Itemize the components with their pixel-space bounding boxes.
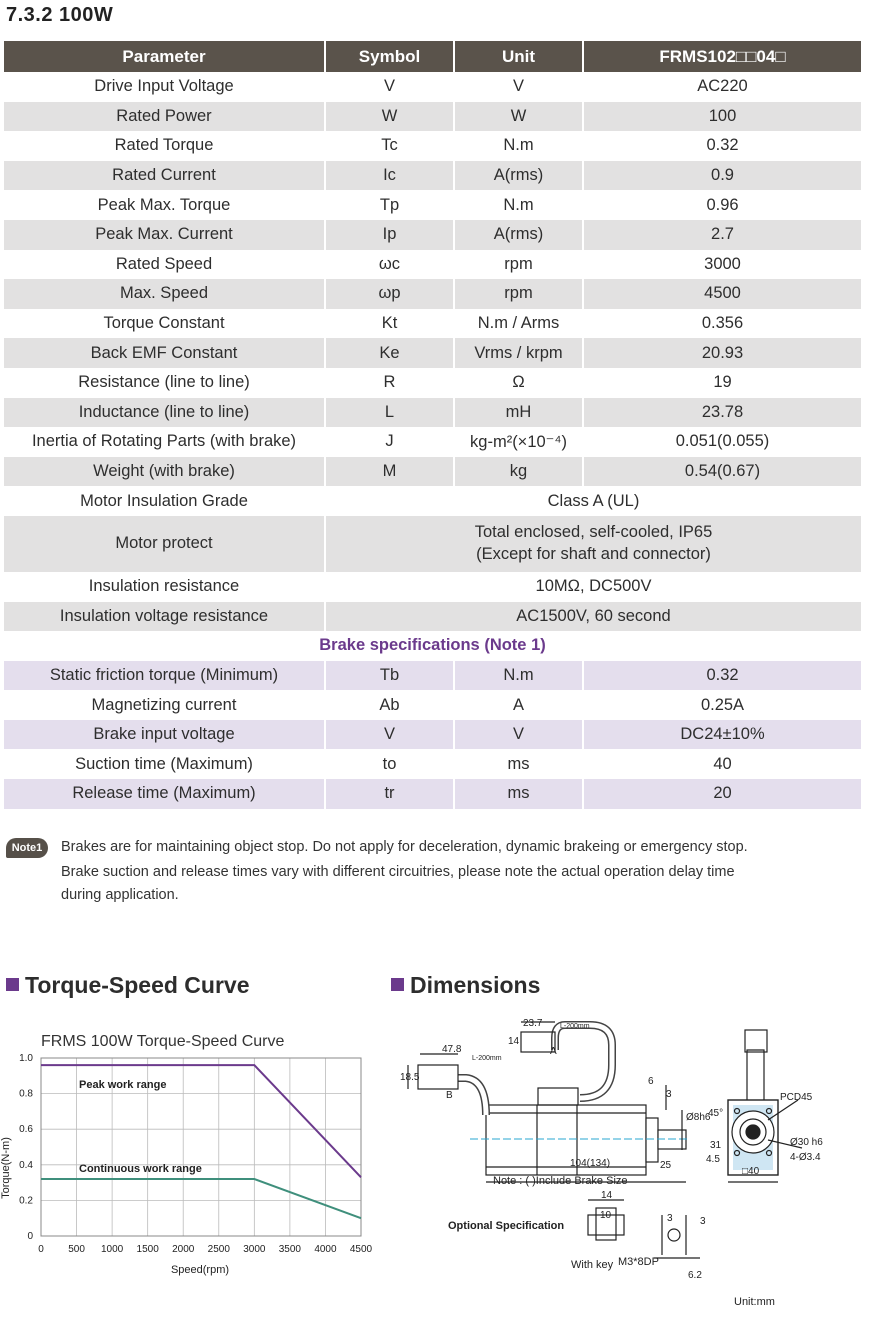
brake-header: Brake specifications (Note 1) [4, 631, 861, 661]
cell-value: 20 [583, 779, 861, 809]
cell-value: 2.7 [583, 220, 861, 250]
table-row [4, 102, 861, 132]
dimension-label: 23.7 [523, 1018, 543, 1029]
cell-unit: N.m / Arms [454, 309, 583, 339]
x-tick-label: 2000 [172, 1244, 195, 1255]
cell-unit: N.m [454, 661, 583, 691]
x-tick-label: 1500 [136, 1244, 159, 1255]
cell-unit: kg [454, 457, 583, 487]
cell-symbol: Tc [325, 131, 454, 161]
table-row [4, 457, 861, 487]
note-badge: Note1 [6, 838, 48, 858]
x-tick-label: 3000 [243, 1244, 266, 1255]
x-tick-label: 3500 [278, 1244, 302, 1255]
table-row [4, 368, 861, 398]
cell-symbol: ωp [325, 279, 454, 309]
optional-spec-label: Optional Specification [448, 1220, 565, 1232]
dimension-label: 47.8 [442, 1044, 462, 1055]
x-tick-label: 0 [38, 1244, 44, 1255]
table-row [4, 398, 861, 428]
cell-unit: rpm [454, 250, 583, 280]
heading-square-icon [6, 978, 19, 991]
cell-value-line-1: Total enclosed, self-cooled, IP65 [474, 523, 713, 542]
cell-parameter: Inertia of Rotating Parts (with brake) [4, 427, 325, 457]
x-tick-label: 4000 [314, 1244, 337, 1255]
cell-unit: Vrms / krpm [454, 338, 583, 368]
table-row [4, 250, 861, 280]
header-model: FRMS102□□04□ [583, 41, 861, 72]
table-row [4, 779, 861, 809]
cell-symbol: Ke [325, 338, 454, 368]
torque-speed-heading [6, 972, 250, 999]
cell-value: 19 [713, 373, 732, 392]
table-row [4, 190, 861, 220]
torque-speed-heading-text: Torque-Speed Curve [25, 972, 250, 998]
y-tick-label: 0.8 [19, 1088, 33, 1100]
table-row [4, 131, 861, 161]
cell-value: 0.32 [583, 661, 861, 691]
cell-symbol: to [325, 749, 454, 779]
y-tick-label: 0.2 [19, 1195, 33, 1207]
cell-value [325, 516, 861, 572]
table-header-row [4, 41, 861, 72]
table-row [4, 720, 861, 750]
table-row [4, 161, 861, 191]
dimensions-drawing [390, 1010, 860, 1310]
spec-table [4, 41, 861, 809]
table-row [4, 516, 861, 572]
cell-value: Class A (UL) [547, 491, 640, 510]
cell-parameter: Suction time (Maximum) [4, 749, 325, 779]
cell-parameter: Max. Speed [4, 279, 325, 309]
dimension-label: □40 [742, 1166, 760, 1177]
m3-label: M3*8DP [618, 1256, 659, 1268]
cell-symbol: Ic [325, 161, 454, 191]
dimension-label: 6 [648, 1076, 654, 1087]
cell-parameter: Resistance (line to line) [4, 368, 325, 398]
cell-unit: ms [454, 749, 583, 779]
cell-symbol: Tp [325, 190, 454, 220]
y-tick-label: 0 [27, 1231, 33, 1242]
cell-symbol: Tb [325, 661, 454, 691]
cell-symbol: Kt [325, 309, 454, 339]
cell-value: 20.93 [583, 338, 861, 368]
series-line-continuous [41, 1179, 361, 1218]
section-title: 7.3.2 100W [6, 4, 114, 26]
cell-parameter: Rated Current [4, 161, 325, 191]
note-line-2: Brake suction and release times vary with different circuitries, please note the actual operation delay time [61, 864, 735, 880]
dimension-label: 4.5 [706, 1154, 720, 1165]
table-row [4, 572, 861, 602]
dimensions-heading [391, 972, 540, 999]
cell-unit: kg-m²(×10⁻⁴) [454, 427, 583, 457]
x-tick-label: 500 [68, 1244, 85, 1255]
dimensions-heading-text: Dimensions [410, 972, 541, 998]
dimension-label: Ø8h6 [686, 1112, 711, 1123]
cell-value: 0.356 [701, 314, 744, 333]
dimension-label: 31 [710, 1140, 722, 1151]
cell-parameter: Drive Input Voltage [4, 72, 325, 102]
cell-symbol: R [325, 368, 454, 398]
cell-parameter: Brake input voltage [4, 720, 325, 750]
dimension-label: 4-Ø3.4 [790, 1152, 821, 1163]
table-row [4, 72, 861, 102]
table-row [4, 602, 861, 632]
cell-unit: V [454, 72, 583, 102]
cell-value: 0.32 [706, 136, 739, 155]
cell-parameter: Magnetizing current [4, 690, 325, 720]
cell-parameter: Rated Speed [4, 250, 325, 280]
cell-unit: N.m [454, 131, 583, 161]
dimension-label: 18.5 [400, 1072, 420, 1083]
unit-label: Unit:mm [734, 1296, 775, 1308]
cell-symbol: L [325, 398, 454, 428]
cell-symbol: V [325, 72, 454, 102]
x-tick-label: 1000 [100, 1244, 124, 1255]
table-row [4, 338, 861, 368]
table-row [4, 220, 861, 250]
brake-header-row [4, 631, 861, 661]
header-unit: Unit [454, 41, 583, 72]
motor-body-outline [486, 1105, 646, 1175]
cell-parameter: Insulation resistance [4, 572, 325, 602]
legend-peak: Peak work range [79, 1079, 167, 1091]
dimension-label: L-200mm [472, 1055, 502, 1062]
optional-dimension-label: 3 [700, 1216, 706, 1227]
cell-parameter: Peak Max. Torque [4, 190, 325, 220]
cell-unit: Ω [454, 368, 583, 398]
cell-parameter: Rated Torque [4, 131, 325, 161]
cell-parameter: Motor Insulation Grade [4, 486, 325, 516]
dimension-label: A [550, 1046, 557, 1057]
dimension-label: 25 [660, 1160, 672, 1171]
table-row [4, 661, 861, 691]
cell-value: 0.54(0.67) [583, 457, 861, 487]
y-tick-label: 0.6 [19, 1124, 33, 1136]
cell-value: 0.25A [700, 695, 745, 714]
cell-value: 0.96 [706, 195, 739, 214]
cell-unit: N.m [454, 190, 583, 220]
cell-value-line-2: (Except for shaft and connector) [476, 545, 711, 564]
cell-symbol: ωc [325, 250, 454, 280]
cell-unit: V [454, 720, 583, 750]
cell-value: 100 [583, 102, 861, 132]
dimension-label: 45° [708, 1108, 724, 1119]
cell-symbol: W [325, 102, 454, 132]
dimension-label: Ø30 h6 [790, 1137, 823, 1148]
table-row [4, 690, 861, 720]
header-parameter: Parameter [4, 41, 325, 72]
note-line-1: Brakes are for maintaining object stop. Do not apply for deceleration, dynamic brakeing or emergency stop. [61, 839, 748, 855]
chart-title: FRMS 100W Torque-Speed Curve [41, 1033, 285, 1050]
x-tick-label: 2500 [207, 1244, 230, 1255]
cell-symbol: J [325, 427, 454, 457]
cell-parameter: Back EMF Constant [4, 338, 325, 368]
cell-symbol: M [325, 457, 454, 487]
optional-dimension-label: 10 [600, 1210, 612, 1221]
cell-unit: A(rms) [454, 220, 583, 250]
cell-unit: W [454, 102, 583, 132]
optional-dimension-label: 6.2 [688, 1270, 702, 1281]
cell-symbol: V [325, 720, 454, 750]
cell-parameter: Peak Max. Current [4, 220, 325, 250]
cell-parameter: Insulation voltage resistance [4, 602, 325, 632]
cell-unit: A(rms) [454, 161, 583, 191]
dimension-note: Note : ( )Include Brake Size [493, 1175, 628, 1187]
cell-parameter: Release time (Maximum) [4, 779, 325, 809]
cell-value: 23.78 [583, 398, 861, 428]
cell-parameter: Rated Power [4, 102, 325, 132]
cell-value: DC24±10% [583, 720, 861, 750]
cell-value: 10MΩ, DC500V [535, 577, 652, 596]
table-row [4, 309, 861, 339]
dimension-label: 104(134) [570, 1158, 611, 1169]
cell-symbol: Ip [325, 220, 454, 250]
cell-parameter: Motor protect [4, 516, 325, 572]
cell-unit: A [454, 690, 583, 720]
heading-square-icon [391, 978, 404, 991]
cell-symbol: Ab [325, 690, 454, 720]
chart-tick-labels [19, 1053, 372, 1255]
cell-value: 0.051(0.055) [675, 432, 770, 451]
table-row [4, 749, 861, 779]
optional-dimension-label: 3 [667, 1213, 673, 1224]
cell-value: 0.9 [583, 161, 861, 191]
cell-parameter: Torque Constant [4, 309, 325, 339]
dimension-label: B [446, 1090, 453, 1101]
optional-dimension-label: 14 [601, 1190, 613, 1201]
x-axis-label: Speed(rpm) [170, 1264, 230, 1276]
table-row [4, 279, 861, 309]
dimension-label: 3 [666, 1089, 672, 1100]
header-symbol: Symbol [325, 41, 454, 72]
cell-unit: mH [454, 398, 583, 428]
torque-speed-chart [0, 1020, 385, 1282]
cell-parameter: Static friction torque (Minimum) [4, 661, 325, 691]
cell-parameter: Inductance (line to line) [4, 398, 325, 428]
dimension-label: 14 [508, 1036, 520, 1047]
cell-unit: rpm [454, 279, 583, 309]
dimension-label: L-200mm [560, 1023, 590, 1030]
y-axis-label: Torque(N-m) [0, 1137, 12, 1199]
cell-unit: ms [454, 779, 583, 809]
legend-continuous: Continuous work range [79, 1163, 202, 1175]
table-row [4, 427, 861, 457]
y-tick-label: 1.0 [19, 1053, 33, 1064]
table-row [4, 486, 861, 516]
x-tick-label: 4500 [349, 1244, 373, 1255]
cell-value: 3000 [704, 254, 741, 273]
y-tick-label: 0.4 [19, 1159, 33, 1171]
note-line-3: during application. [61, 887, 179, 903]
cell-value: 40 [713, 754, 732, 773]
cell-value: 4500 [583, 279, 861, 309]
cell-parameter: Weight (with brake) [4, 457, 325, 487]
dimension-label: PCD45 [780, 1092, 813, 1103]
cell-value: AC1500V, 60 second [325, 602, 861, 632]
with-key-label: With key [571, 1259, 614, 1271]
cell-value: AC220 [697, 77, 748, 96]
cell-symbol: tr [325, 779, 454, 809]
